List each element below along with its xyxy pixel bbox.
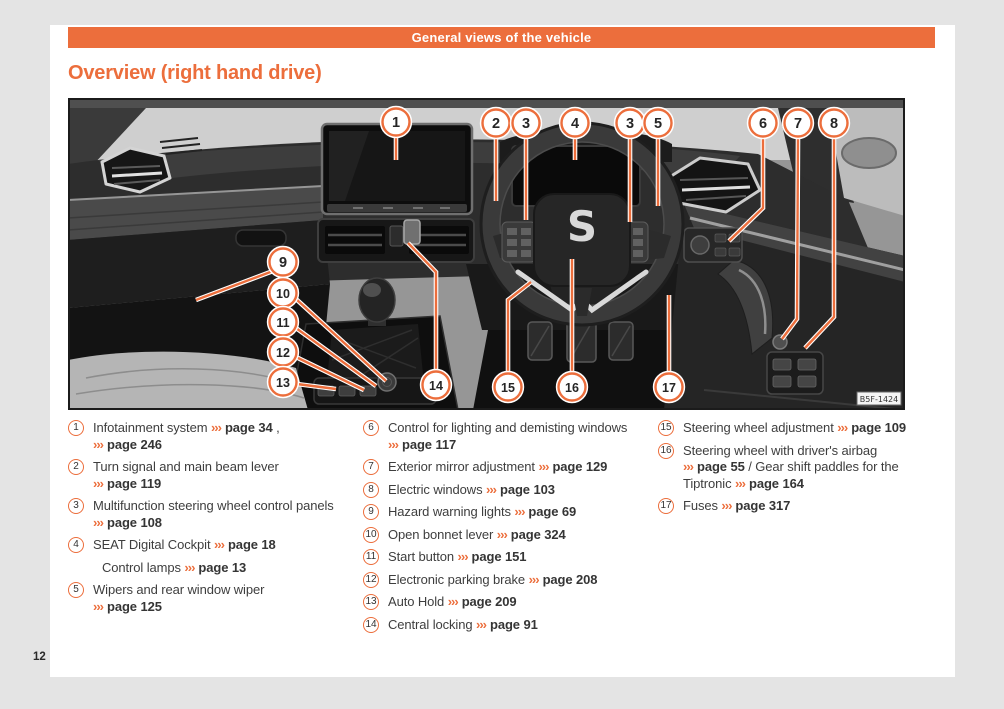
callout-5 xyxy=(643,108,673,138)
callout-number: 16 xyxy=(565,381,579,395)
legend-item-14 xyxy=(363,617,655,634)
cross-reference-chevron-icon: ››› xyxy=(683,459,693,474)
page-reference: page 129 xyxy=(552,459,608,474)
callout-number: 14 xyxy=(429,379,443,393)
cross-reference-chevron-icon: ››› xyxy=(447,594,458,609)
parking-brake-switch xyxy=(339,386,355,396)
callout-10 xyxy=(268,278,298,308)
legend-number-badge: 5 xyxy=(68,582,84,598)
legend-item-sub xyxy=(68,560,360,577)
legend-item-text: Open bonnet lever ››› page 324 xyxy=(388,526,566,542)
callout-1 xyxy=(381,107,411,137)
page-reference: page 91 xyxy=(490,616,538,632)
cross-reference-chevron-icon: ››› xyxy=(514,504,525,519)
page-reference: page 324 xyxy=(510,526,566,542)
page-reference: page 164 xyxy=(748,475,804,491)
callout-13 xyxy=(268,367,298,397)
callout-11 xyxy=(268,307,298,337)
callout-number: 12 xyxy=(276,346,290,360)
legend-number-badge: 17 xyxy=(658,498,674,514)
cross-reference-chevron-icon: ››› xyxy=(93,475,103,491)
legend-column-2 xyxy=(363,420,655,639)
legend-number-badge: 11 xyxy=(363,549,379,565)
callout-8 xyxy=(819,108,849,138)
legend-item-text: Infotainment system ››› page 34 , ››› page 246 xyxy=(93,420,280,452)
legend-item-13 xyxy=(363,594,655,611)
page-title: Overview (right hand drive) xyxy=(68,62,322,84)
legend-item-text: Central locking ››› page 91 xyxy=(388,616,538,632)
callout-number: 3 xyxy=(521,116,531,132)
legend-item-text: Control lamps ››› page 13 xyxy=(102,559,247,575)
image-code: B5F-1424 xyxy=(859,395,899,404)
callout-number: 10 xyxy=(276,287,290,301)
page-reference: page 125 xyxy=(107,598,162,614)
page-reference: page 108 xyxy=(107,514,162,530)
legend-item-17 xyxy=(658,498,950,515)
dashboard-figure xyxy=(68,98,905,410)
callout-6 xyxy=(748,108,778,138)
legend-number-badge: 10 xyxy=(363,527,379,543)
cross-reference-chevron-icon: ››› xyxy=(837,420,848,435)
seat-logo-icon: S xyxy=(566,202,598,251)
legend-item-11 xyxy=(363,549,655,566)
callout-9 xyxy=(268,247,298,277)
page-reference: page 109 xyxy=(851,420,907,435)
page-reference: page 317 xyxy=(735,498,791,513)
legend-item-text: Start button ››› page 151 xyxy=(388,549,527,564)
legend-number-badge: 4 xyxy=(68,537,84,553)
image-code-label xyxy=(857,392,901,405)
legend-item-text: Steering wheel with driver's airbag ››› page 55 / Gear shift paddles for the Tiptronic ››› page 164 xyxy=(683,442,899,491)
legend-item-text: Control for lighting and demisting windows ››› page 117 xyxy=(388,420,628,452)
chapter-header-title: General views of the vehicle xyxy=(411,30,592,45)
cross-reference-chevron-icon: ››› xyxy=(93,436,103,452)
cross-reference-chevron-icon: ››› xyxy=(213,537,224,552)
legend-item-text: Electronic parking brake ››› page 208 xyxy=(388,571,598,587)
center-air-vents xyxy=(318,219,474,262)
wing-mirror xyxy=(842,138,896,168)
page-reference: page 34 xyxy=(224,420,273,435)
legend-item-1 xyxy=(68,420,360,453)
cross-reference-chevron-icon: ››› xyxy=(184,559,195,575)
cross-reference-chevron-icon: ››› xyxy=(734,475,745,491)
legend-number-badge: 7 xyxy=(363,459,379,475)
cross-reference-chevron-icon: ››› xyxy=(496,526,507,542)
legend-item-4 xyxy=(68,537,360,554)
legend-item-2 xyxy=(68,459,360,492)
page-reference: page 119 xyxy=(107,475,162,491)
page-reference: page 103 xyxy=(500,481,555,497)
callout-number: 2 xyxy=(491,116,501,132)
legend-number-badge: 15 xyxy=(658,420,674,436)
page-reference: page 69 xyxy=(528,504,577,519)
page-reference: page 208 xyxy=(542,571,598,587)
callout-number: 7 xyxy=(793,116,803,132)
page-reference: page 151 xyxy=(471,549,527,564)
legend-item-text: Auto Hold ››› page 209 xyxy=(388,594,517,609)
legend-number-badge: 2 xyxy=(68,459,84,475)
callout-number: 5 xyxy=(653,116,663,132)
callout-12 xyxy=(268,337,298,367)
callout-15 xyxy=(493,372,523,402)
cross-reference-chevron-icon: ››› xyxy=(538,459,549,474)
callout-17 xyxy=(654,372,684,402)
callout-number: 9 xyxy=(278,255,288,271)
chapter-header-bar xyxy=(68,27,935,48)
callout-7 xyxy=(783,108,813,138)
callout-number: 6 xyxy=(758,116,768,132)
callout-3 xyxy=(615,108,645,138)
legend-item-text: Fuses ››› page 317 xyxy=(683,498,791,513)
page-reference: page 209 xyxy=(461,594,517,609)
manual-page xyxy=(50,25,955,677)
legend-item-7 xyxy=(363,459,655,476)
legend-item-3 xyxy=(68,498,360,531)
page-reference: page 18 xyxy=(227,537,276,552)
legend-item-text: SEAT Digital Cockpit ››› page 18 xyxy=(93,537,276,552)
callout-number: 8 xyxy=(829,116,839,132)
central-locking-switch xyxy=(404,220,420,244)
legend-item-text: Multifunction steering wheel control panels ››› page 108 xyxy=(93,498,334,530)
legend-item-16 xyxy=(658,443,950,493)
legend-number-badge: 6 xyxy=(363,420,379,436)
legend-number-badge: 3 xyxy=(68,498,84,514)
cross-reference-chevron-icon: ››› xyxy=(93,514,103,530)
page-number: 12 xyxy=(33,651,46,663)
callout-3 xyxy=(511,108,541,138)
legend-number-badge: 8 xyxy=(363,482,379,498)
window-switch-panel xyxy=(767,352,823,394)
cross-reference-chevron-icon: ››› xyxy=(457,549,468,564)
legend xyxy=(68,420,938,665)
callout-number: 15 xyxy=(501,381,515,395)
callout-number: 4 xyxy=(570,116,580,132)
legend-item-8 xyxy=(363,482,655,499)
legend-item-text: Hazard warning lights ››› page 69 xyxy=(388,504,577,519)
legend-item-text: Steering wheel adjustment ››› page 109 xyxy=(683,420,907,435)
legend-number-badge: 14 xyxy=(363,617,379,633)
callout-number: 1 xyxy=(391,115,401,131)
legend-number-badge: 12 xyxy=(363,572,379,588)
callout-number: 13 xyxy=(276,376,290,390)
page-reference: page 55 xyxy=(697,459,745,474)
callout-number: 3 xyxy=(625,116,635,132)
legend-item-10 xyxy=(363,527,655,544)
hazard-switch xyxy=(390,226,403,246)
cross-reference-chevron-icon: ››› xyxy=(93,598,103,614)
cross-reference-chevron-icon: ››› xyxy=(528,571,539,587)
legend-number-badge: 1 xyxy=(68,420,84,436)
cross-reference-chevron-icon: ››› xyxy=(476,616,486,632)
legend-number-badge: 16 xyxy=(658,443,674,459)
legend-item-6 xyxy=(363,420,655,453)
page-reference: page 117 xyxy=(402,436,457,452)
callout-2 xyxy=(481,108,511,138)
legend-item-text: Electric windows ››› page 103 xyxy=(388,481,555,497)
legend-item-text: Exterior mirror adjustment ››› page 129 xyxy=(388,459,608,474)
callout-number: 17 xyxy=(662,381,676,395)
callout-14 xyxy=(421,370,451,400)
legend-item-15 xyxy=(658,420,950,437)
callout-4 xyxy=(560,108,590,138)
legend-item-12 xyxy=(363,572,655,589)
cross-reference-chevron-icon: ››› xyxy=(486,481,496,497)
page-reference: page 13 xyxy=(198,559,247,575)
light-switch-panel xyxy=(684,228,742,262)
dashboard-illustration xyxy=(68,98,905,410)
legend-item-5 xyxy=(68,582,360,615)
callout-16 xyxy=(557,372,587,402)
cross-reference-chevron-icon: ››› xyxy=(721,498,732,513)
legend-item-text: Turn signal and main beam lever ››› page 119 xyxy=(93,459,279,491)
legend-column-3 xyxy=(658,420,950,521)
legend-column-1 xyxy=(68,420,360,621)
callout-number: 11 xyxy=(276,316,290,330)
cross-reference-chevron-icon: ››› xyxy=(388,436,398,452)
page-reference: page 246 xyxy=(107,436,162,452)
legend-number-badge: 13 xyxy=(363,594,379,610)
legend-number-badge: 9 xyxy=(363,504,379,520)
cross-reference-chevron-icon: ››› xyxy=(210,420,221,435)
legend-item-9 xyxy=(363,504,655,521)
legend-item-text: Wipers and rear window wiper ››› page 125 xyxy=(93,582,265,614)
